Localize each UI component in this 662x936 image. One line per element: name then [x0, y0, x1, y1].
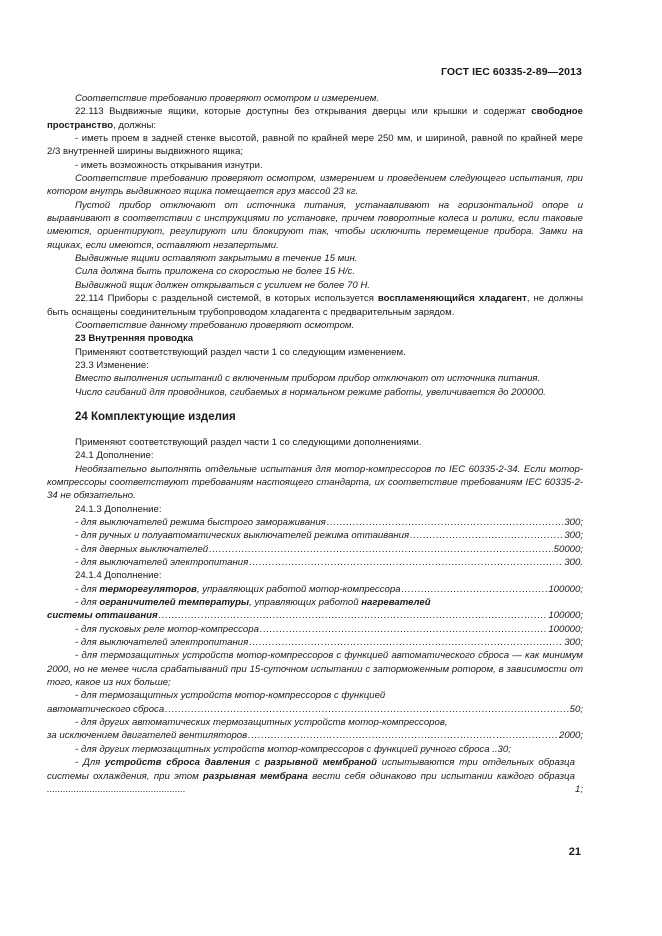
paragraph: Пустой прибор отключают от источника питания, устанавливают на горизонтальной опоре и выравнивают в соответствии с инструкциями по установке, причем поворотные колеса и ролики, если таковые имеются, ориентируют, регулируют или блокируют так, чтобы исключить перемещение прибора. Замки на ящиках, если имеются, оставляют незапертыми. — [47, 199, 583, 251]
list-item-2414-4 — [47, 636, 583, 649]
paragraph: Вместо выполнения испытаний с включенным прибором прибор отключают от источника питания. — [75, 373, 541, 385]
paragraph-22-113 — [47, 105, 583, 132]
item-label: - для ручных и полуавтоматических выключателей режима оттаивания — [75, 530, 410, 542]
item-value: 50; — [569, 703, 583, 715]
section-title: 24 Комплектующие изделия — [75, 410, 236, 423]
document-code-header: ГОСТ IEC 60335-2-89—2013 — [440, 66, 582, 78]
list-item-2414-2b — [47, 609, 583, 622]
paragraph: Соответствие требованию проверяют осмотром, измерением и проведением следующего испытания, при котором внутрь выдвижного ящика помещается груз массой 23 кг. — [47, 173, 583, 198]
paragraph: Применяют соответствующий раздел части 1 со следующими дополнениями. — [75, 436, 422, 448]
list-item-2414-7b — [47, 729, 583, 742]
paragraph: 23.3 Изменение: — [75, 359, 149, 371]
list-item-2414-6a: - для термозащитных устройств мотор-компрессоров с функцией — [75, 690, 386, 702]
paragraph: Выдвижной ящик должен открываться с усилием не более 70 Н. — [75, 279, 370, 291]
item-label: - для выключателей электропитания — [75, 637, 249, 649]
item-value: 300; — [564, 516, 583, 528]
item-value: 300; — [564, 530, 583, 542]
text: 22.113 Выдвижные ящики, которые доступны без открывания дверцы или крышки и содержат — [75, 106, 532, 118]
paragraph: Соответствие требованию проверяют осмотром и измерением. — [75, 93, 380, 104]
paragraph: 24.1 Дополнение: — [75, 450, 154, 462]
text: , управляющих работой — [249, 597, 362, 609]
text: , не должны быть оснащены соединительным трубопроводом хладагента с предварительным зарядом. — [47, 293, 583, 318]
list-item-2414-2a — [47, 596, 583, 609]
item-label: - для пусковых реле мотор-компрессора — [75, 623, 259, 635]
paragraph: Сила должна быть приложена со скоростью не более 15 Н/с. — [75, 266, 356, 278]
defined-term: нагревателей — [361, 597, 431, 609]
item-label: - для выключателей электропитания — [75, 557, 249, 568]
text: , управляющих работой мотор-компрессора — [196, 583, 401, 595]
paragraph: Выдвижные ящики оставляют закрытыми в течение 15 мин. — [75, 253, 358, 265]
defined-term: разрывная мембрана — [203, 770, 308, 782]
text: испытываются три отдельных образца системы охлаждения, при этом — [47, 757, 575, 782]
item-label: - для выключателей режима быстрого замораживания — [75, 516, 326, 528]
item-label: - для дверных выключателей — [75, 543, 209, 555]
defined-term: воспламеняющийся хладагент — [377, 293, 527, 305]
subsection-title: 23 Внутренняя проводка — [75, 333, 194, 345]
text: вести себя одинаково при испытании каждого образца — [307, 770, 575, 782]
text: , должны: — [113, 119, 157, 131]
text: - для — [75, 597, 100, 609]
list-item-2414-9: - Для устройств сброса давления с разрывной мембраной испытываются три отдельных образца системы охлаждения, при этом разрывная мембрана вести себя одинаково при испытании каждого образца .................................................... 1; — [47, 757, 583, 795]
paragraph: 24.1.3 Дополнение: — [75, 503, 162, 515]
text: 22.114 Приборы с раздельной системой, в которых используется — [75, 293, 378, 305]
defined-term: устройств сброса давления — [105, 757, 251, 769]
paragraph: Число сгибаний для проводников, сгибаемых в нормальном режиме работы, увеличивается до 200000. — [75, 386, 546, 398]
item-label: автоматического сброса — [47, 703, 165, 715]
paragraph: Применяют соответствующий раздел части 1 со следующим изменением. — [75, 346, 406, 358]
defined-term: ограничителей температуры — [99, 597, 250, 609]
item-value: 300; — [564, 637, 583, 649]
list-item-2413-2 — [47, 529, 583, 542]
page-content — [47, 92, 583, 796]
list-item-2413-3 — [47, 543, 583, 556]
item-value: 2000; — [558, 730, 583, 742]
item-value: 50000; — [553, 543, 583, 555]
item-value: 100000; — [548, 610, 583, 622]
page-number: 21 — [568, 846, 581, 858]
defined-term: терморегуляторов — [99, 583, 197, 595]
list-item-2414-5: - для термозащитных устройств мотор-компрессоров с функцией автоматического сброса — как минимум 2000, но не менее числа срабатываний при 15-суточном испытании с заторможенным ротором, в зависимости от того, какое из них больше; — [47, 650, 583, 689]
paragraph-22-114 — [47, 292, 583, 319]
defined-term: разрывной мембраной — [264, 757, 377, 769]
list-item-2413-4 — [47, 556, 583, 569]
item-label: за исключением двигателей вентиляторов — [47, 730, 248, 742]
paragraph: 24.1.4 Дополнение: — [75, 570, 162, 582]
list-item-2414-6b — [47, 703, 583, 716]
item-value: 1; — [574, 783, 583, 795]
list-item-2414-1 — [47, 583, 583, 596]
text: - Для — [75, 757, 106, 769]
list-item-2414-7a: - для других автоматических термозащитных устройств мотор-компрессоров, — [75, 717, 448, 729]
list-item-2414-8: - для других термозащитных устройств мотор-компрессоров с функцией ручного сброса ..30; — [75, 743, 511, 755]
list-item: - иметь возможность открывания изнутри. — [75, 159, 263, 171]
text: - для — [75, 583, 100, 595]
list-item-2413-1 — [47, 516, 583, 529]
list-item-2414-3 — [47, 623, 583, 636]
defined-term: системы оттаивания — [47, 610, 158, 622]
paragraph: Соответствие данному требованию проверяют осмотром. — [75, 319, 355, 331]
item-value: 100000; — [548, 583, 583, 595]
text: с — [250, 757, 265, 769]
list-item: - иметь проем в задней стенке высотой, равной по крайней мере 250 мм, и шириной, равной по крайней мере 2/3 внутренней ширины выдвижного ящика; — [47, 133, 583, 158]
defined-term: свободное пространство — [47, 106, 583, 131]
item-value: 100000; — [548, 623, 583, 635]
item-value: 300. — [564, 557, 583, 568]
paragraph: Необязательно выполнять отдельные испытания для мотор-компрессоров по IEC 60335-2-34. Если мотор-компрессоры соответствуют требованиям настоящего стандарта, их соответствие требованиям IEC 60335-2-34 не обязательно. — [47, 463, 583, 502]
